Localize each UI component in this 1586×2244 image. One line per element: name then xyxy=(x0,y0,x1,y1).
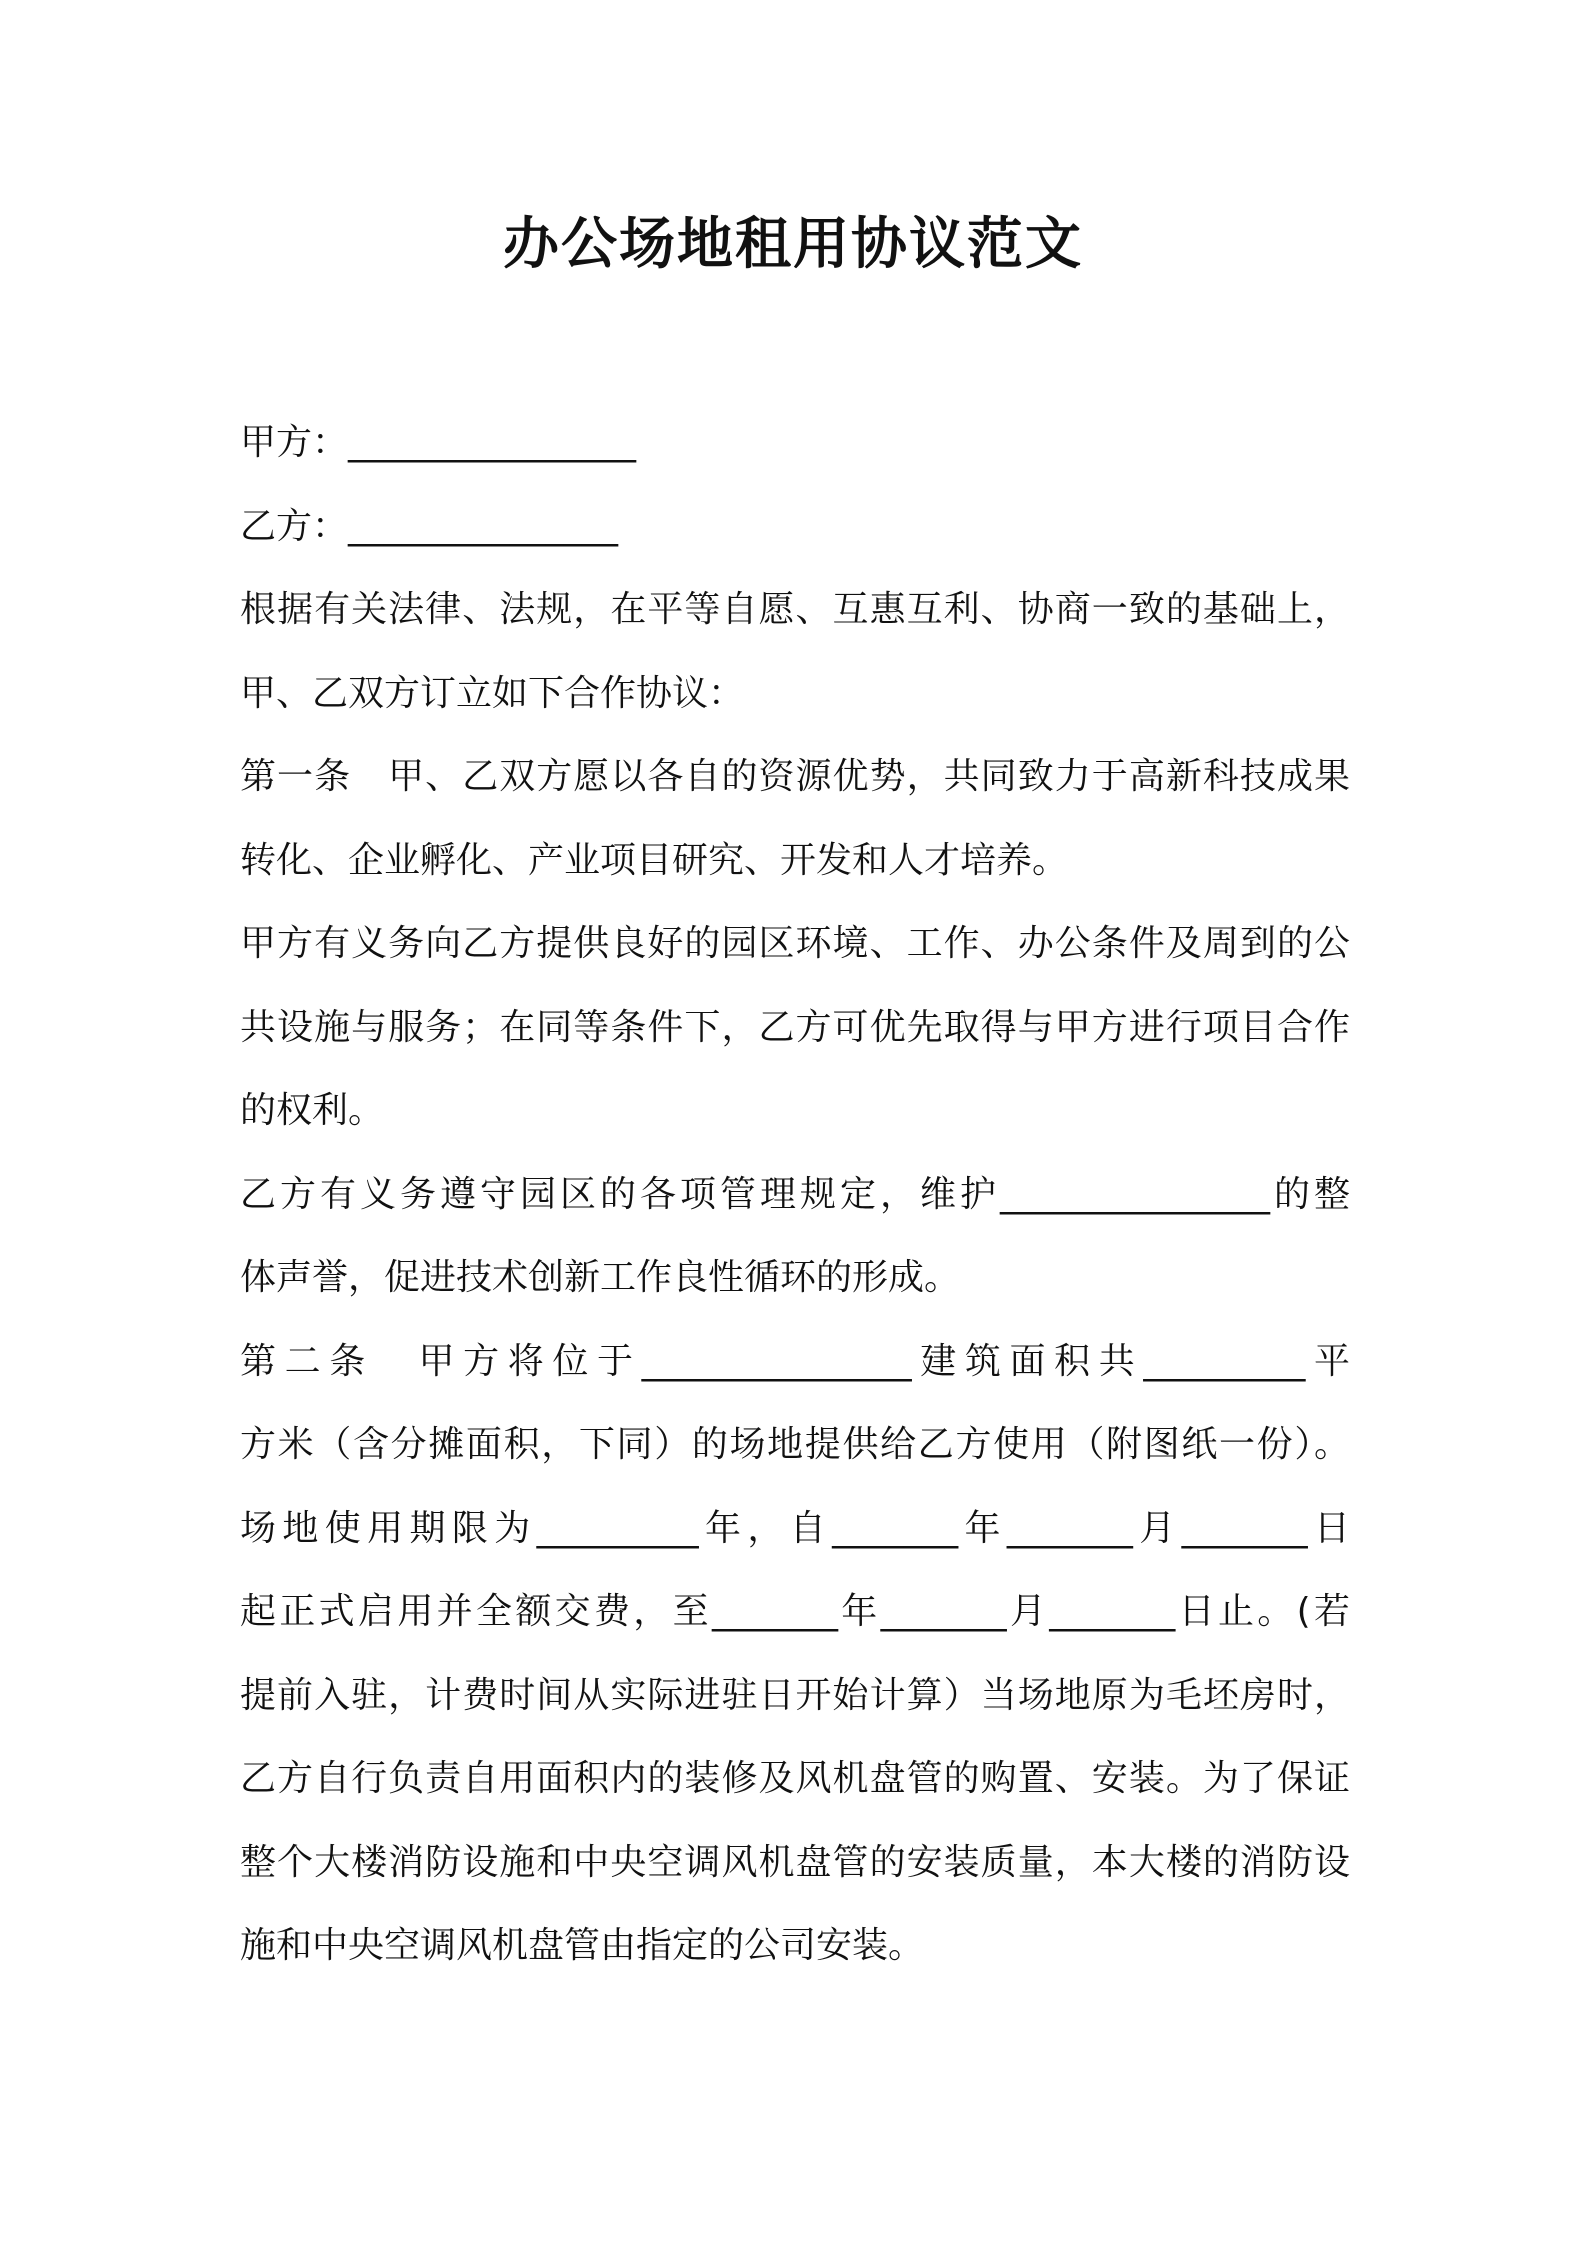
term-line-5: 整个大楼消防设施和中央空调风机盘管的安装质量，本大楼的消防设 xyxy=(240,1841,1350,1883)
term-line-1: 场地使用期限为_________年，自_______年_______月_______日 xyxy=(240,1507,1350,1549)
party-b-duty-line-1: 乙方有义务遵守园区的各项管理规定，维护_______________的整 xyxy=(240,1173,1350,1215)
term-line-3: 提前入驻，计费时间从实际进驻日开始计算）当场地原为毛坯房时， xyxy=(240,1674,1350,1716)
document-body xyxy=(240,401,1350,1988)
article-1-line-2: 转化、企业孵化、产业项目研究、开发和人才培养。 xyxy=(240,839,1069,881)
party-a-line: 甲方：________________ xyxy=(240,422,637,463)
article-1-line-1: 第一条 甲、乙双方愿以各自的资源优势，共同致力于高新科技成果 xyxy=(240,756,1350,797)
term-line-6: 施和中央空调风机盘管由指定的公司安装。 xyxy=(240,1925,925,1966)
article-2-line-2: 方米（含分摊面积，下同）的场地提供给乙方使用（附图纸一份）。 xyxy=(240,1424,1350,1465)
term-line-2: 起正式启用并全额交费，至_______年_______月_______日止。(若 xyxy=(240,1591,1350,1632)
party-a-duty-line-3: 的权利。 xyxy=(240,1090,385,1131)
article-2-line-1: 第二条 甲方将位于_______________建筑面积共_________平 xyxy=(240,1340,1350,1382)
preamble-line-1: 根据有关法律、法规，在平等自愿、互惠互利、协商一致的基础上， xyxy=(240,589,1350,630)
document-title: 办公场地租用协议范文 xyxy=(503,212,1083,277)
party-a-duty-line-1: 甲方有义务向乙方提供良好的园区环境、工作、办公条件及周到的公 xyxy=(240,923,1350,964)
preamble-line-2: 甲、乙双方订立如下合作协议： xyxy=(240,672,745,714)
party-b-duty-line-2: 体声誉，促进技术创新工作良性循环的形成。 xyxy=(240,1257,961,1298)
party-a-duty-line-2: 共设施与服务；在同等条件下，乙方可优先取得与甲方进行项目合作 xyxy=(240,1006,1350,1048)
party-b-line: 乙方：_______________ xyxy=(240,505,619,547)
term-line-4: 乙方自行负责自用面积内的装修及风机盘管的购置、安装。为了保证 xyxy=(240,1758,1350,1799)
